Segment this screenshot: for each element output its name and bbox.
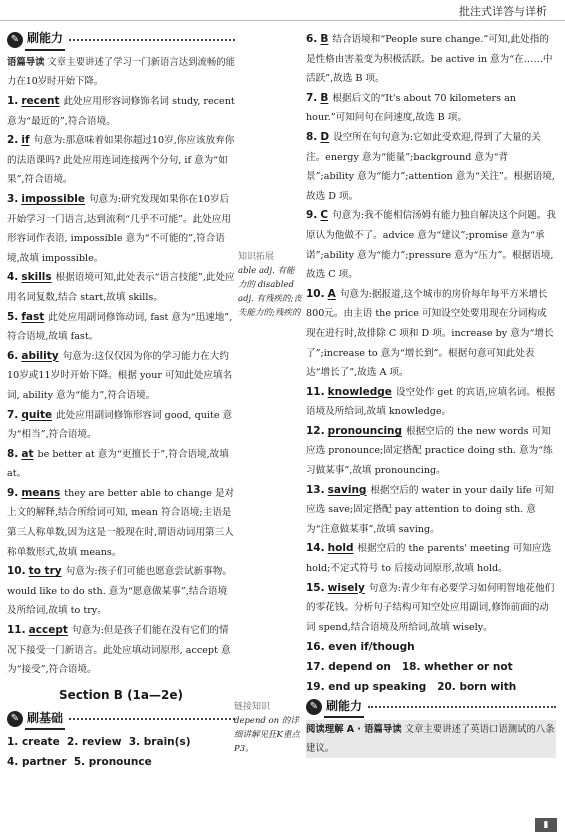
left-column (7, 30, 235, 772)
item-number: 4. (7, 271, 19, 284)
item-explanation: 根据空后的 the parents' meeting 可知应选 hold;不定式符号 to 后接动词原形,故填 hold。 (306, 543, 552, 575)
phrase-answer: 17. depend on (306, 661, 391, 674)
dotted-divider (368, 706, 556, 708)
answer-item (7, 484, 235, 562)
basic-answer: 5. pronounce (73, 756, 152, 769)
item-answer: C (320, 209, 329, 222)
item-number: 2. (7, 134, 19, 147)
item-answer: B (320, 91, 329, 104)
answer-item (7, 308, 235, 347)
item-number: 10. (7, 565, 26, 578)
item-number: 10. (306, 287, 325, 300)
pen-icon: ✎ (306, 699, 322, 715)
item-number: 9. (306, 209, 318, 222)
item-answer: hold (327, 542, 354, 555)
item-explanation: 根据空后的 the new words 可知应选 pronounce;固定搭配 practice doing sth. 意为“练习做某事”,故填 pronouncing。 (306, 425, 553, 477)
answer-item (306, 128, 556, 206)
item-answer: skills (21, 271, 52, 284)
item-explanation: 句意为:我不能相信汤姆有能力独自解决这个问题。我原认为他做不了。advice 意为“建议”;promise 意为“承诺”;ability 意为“能力”;pressure 意为“压力”。根据语境,故选 C 项。 (306, 210, 556, 281)
answer-item (306, 206, 556, 284)
item-answer: means (21, 486, 61, 499)
item-explanation: 根据后文的“It's about 70 kilometers an hour.”可知问句在问速度,故选 B 项。 (306, 92, 516, 124)
reading-intro-right (306, 720, 556, 758)
page-header-title: 批注式详答与详析 (459, 5, 547, 18)
answer-item (7, 268, 235, 307)
right-column (306, 30, 556, 759)
answer-list-right (306, 30, 556, 637)
item-answer: if (21, 134, 30, 147)
item-explanation: 句意为:那意味着如果你超过10岁,你应该放弃你的法语课吗? 此处应用连词连接两个分句, if 意为“如果”,符合语境。 (7, 135, 235, 186)
item-explanation: 句意为:这仅仅因为你的学习能力在大约10岁或11岁时开始下降。根据 your 可知此处应填名词, ability 意为“能力”,符合语境。 (7, 350, 233, 401)
basics-line-2 (7, 752, 235, 772)
knowledge-note (238, 250, 302, 320)
phrase-answer: 18. whether or not (401, 661, 513, 674)
dotted-divider (69, 718, 235, 720)
phrase-answer: 16. even if/though (306, 641, 415, 654)
header-divider (0, 20, 565, 21)
item-number: 8. (306, 130, 318, 143)
item-answer: knowledge (327, 385, 392, 398)
section-badge (7, 29, 65, 51)
basics-line-1 (7, 732, 235, 752)
item-answer: to try (28, 565, 62, 578)
item-number: 11. (306, 385, 325, 398)
item-explanation: 此处应用副词修饰形容词 good, quite 意为“相当”,符合语境。 (7, 409, 233, 441)
phrase-answer: 19. end up speaking (306, 681, 427, 694)
item-explanation: 结合语境和“People sure change.”可知,此处指的是性格由害羞变为积极活跃。be active in 意为“在……中活跃”,故选 B 项。 (306, 34, 553, 85)
item-explanation: 句意为:据报道,这个城市的房价每年每平方米增长800元。由主语 the price 可知设空处要用现在分词构成现在进行时,故排除 C 项和 D 项。increase by 意为“增长了”;increase to 意为“增长到”。根据句意可知此处表达“增长了”,故选 A 项。 (306, 288, 554, 379)
phrase-answer: 20. born with (437, 681, 517, 694)
item-number: 8. (7, 447, 19, 460)
answer-item (7, 131, 235, 190)
reading-text: 文章主要讲述了英语口语测试的八条建议。 (306, 724, 555, 755)
answer-item (306, 383, 556, 422)
item-explanation: 设空所在句句意为:它如此受欢迎,得到了大量的关注。energy 意为“能量”;background 意为“背景”;ability 意为“能力”;attention 意为“关注”。根据语境,故选 D 项。 (306, 131, 555, 202)
answer-item (306, 285, 556, 383)
link-note-text: depend on 的详细讲解见狂K重点P3。 (234, 716, 300, 754)
section-badge (306, 697, 364, 719)
section-label: 刷能力 (25, 29, 65, 51)
item-explanation: 设空处作 get 的宾语,应填名词。根据语境及所给词,故填 knowledge。 (306, 386, 556, 418)
intro-text: 文章主要讲述了学习一门新语言达到流畅的能力在10岁时开始下降。 (7, 57, 236, 87)
pen-icon: ✎ (7, 711, 23, 727)
item-answer: impossible (21, 192, 85, 205)
pen-icon: ✎ (7, 32, 23, 48)
item-number: 1. (7, 95, 19, 107)
item-explanation: 根据空后的 water in your daily life 可知应选 save;固定搭配 pay attention to doing sth. 意为“注意做某事”,故填 saving。 (306, 484, 554, 535)
item-answer: wisely (327, 581, 365, 594)
item-answer: B (320, 33, 329, 45)
answer-item (306, 579, 556, 638)
knowledge-note-title: 知识拓展 (238, 252, 275, 262)
section-head-basics (7, 709, 235, 729)
page-corner-tab: ▮ (535, 818, 557, 832)
basic-answer: 1. create (7, 736, 60, 749)
item-explanation: be better at 意为“更擅长于”,符合语境,故填 at。 (7, 448, 229, 480)
phrase-line-19-20 (306, 677, 556, 697)
item-number: 11. (7, 624, 26, 637)
item-number: 7. (7, 408, 19, 421)
item-answer: quite (21, 408, 53, 421)
answer-item (7, 190, 235, 268)
item-explanation: 句意为:但是孩子们能在没有它们的情况下接受一门新语言。此处应填动词原形, accept 意为“接受”,符合语境。 (7, 625, 231, 676)
item-number: 3. (7, 192, 19, 205)
item-explanation: 句意为:青少年有必要学习如何明智地花他们的零花钱。分析句子结构可知空处应用副词,修饰前面的动词 spend,结合语境及所给词,故填 wisely。 (306, 582, 555, 633)
answer-item (306, 89, 556, 128)
basic-answer: 2. review (67, 736, 122, 749)
item-number: 9. (7, 486, 19, 499)
answer-item (306, 481, 556, 540)
answer-item (306, 30, 556, 89)
item-explanation: 句意为:研究发现如果你在10岁后开始学习一门语言,达到流利“几乎不可能”。此处应用形容词作表语, impossible 意为“不可能的”,符合语境,故填 impossible。 (7, 193, 231, 264)
section-badge (7, 709, 65, 731)
section-b-title: Section B (1a—2e) (59, 687, 183, 702)
reading-intro (7, 53, 235, 91)
knowledge-note-text: able adj. 有能力的 disabled adj. 有残疾的;丧失能力的;残疾的 (238, 266, 302, 318)
dotted-divider (69, 39, 235, 41)
section-head-ability (7, 30, 235, 50)
item-number: 12. (306, 424, 325, 437)
section-head-ability-2 (306, 697, 556, 717)
answer-item (306, 422, 556, 481)
item-explanation: 此处应用形容词修饰名词 study, recent 意为“最近的”,符合语境。 (7, 96, 235, 127)
answer-list-left (7, 92, 235, 680)
answer-item (7, 347, 235, 406)
item-explanation: they are better able to change 是对上文的解释,结合所给词可知, mean 符合语境;主语是第三人称单数,因为这是一般现在时,谓语动词用第三人称单数形式,故填 means。 (7, 487, 235, 558)
answer-item (7, 406, 235, 445)
answer-item (7, 621, 235, 680)
answer-item (7, 562, 235, 621)
intro-label: 语篇导读 (7, 57, 45, 68)
link-note (234, 700, 300, 756)
item-explanation: 根据语境可知,此处表示“语言技能”,此处应用名词复数,结合 start,故填 skills。 (7, 272, 235, 303)
item-explanation: 此处应用副词修饰动词, fast 意为“迅速地”,符合语境,故填 fast。 (7, 311, 233, 343)
reading-label: 阅读理解 A · 语篇导读 (306, 724, 402, 736)
item-answer: fast (21, 310, 45, 323)
item-answer: accept (28, 624, 68, 637)
phrase-line-16 (306, 637, 556, 657)
item-answer: recent (21, 95, 60, 107)
answer-item (7, 445, 235, 484)
item-number: 15. (306, 581, 325, 594)
item-answer: D (320, 130, 330, 143)
basic-answer: 4. partner (7, 756, 67, 769)
basic-answer: 3. brain(s) (128, 736, 191, 749)
link-note-title: 链接知识 (234, 702, 271, 712)
answer-item (306, 539, 556, 578)
item-number: 13. (306, 483, 325, 496)
phrase-line-17-18 (306, 657, 556, 677)
item-answer: A (327, 287, 336, 300)
section-label: 刷能力 (324, 697, 364, 719)
item-number: 5. (7, 310, 19, 323)
item-number: 6. (7, 349, 19, 362)
item-answer: pronouncing (327, 424, 403, 437)
item-answer: ability (21, 349, 59, 362)
item-explanation: 句意为:孩子们可能也愿意尝试新事物。would like to do sth. 意为“愿意做某事”,结合语境及所给词,故填 to try。 (7, 566, 232, 617)
item-answer: at (21, 447, 34, 460)
item-number: 7. (306, 91, 318, 104)
item-answer: saving (327, 483, 367, 496)
answer-item (7, 92, 235, 131)
item-number: 6. (306, 33, 318, 45)
section-label: 刷基础 (25, 709, 65, 731)
item-number: 14. (306, 542, 325, 555)
